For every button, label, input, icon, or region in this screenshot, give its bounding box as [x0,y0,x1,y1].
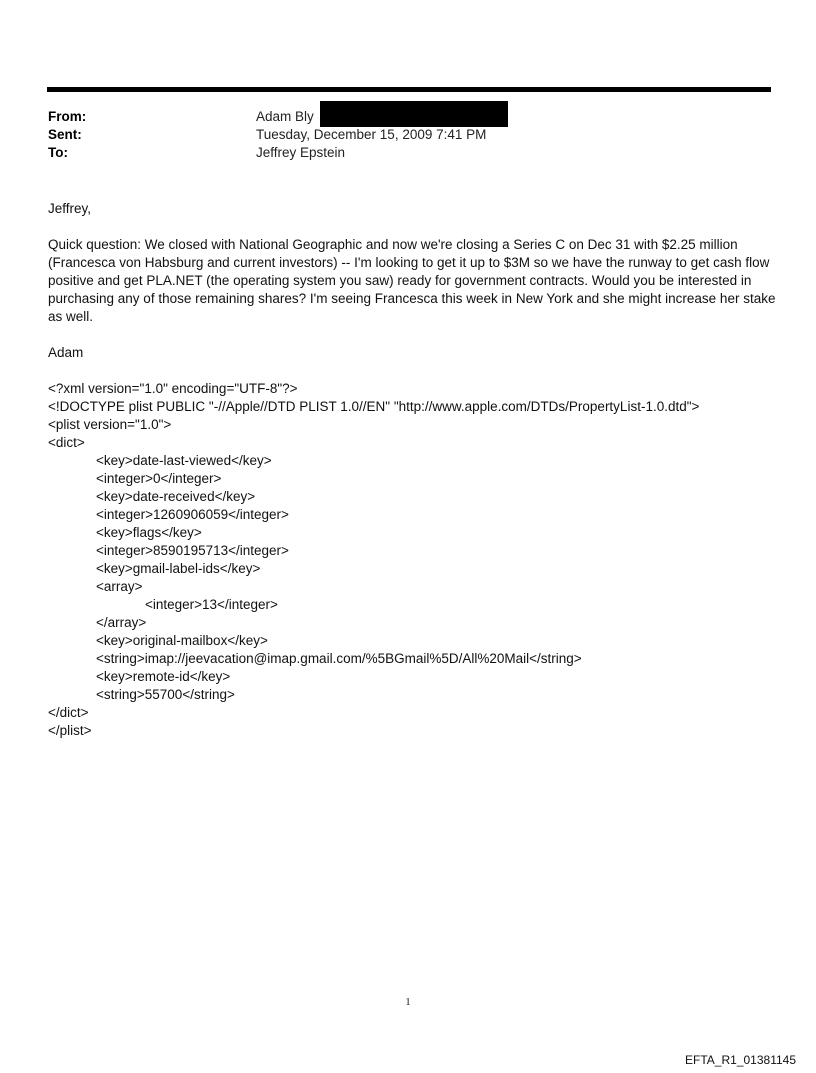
header-divider [47,87,771,92]
signoff: Adam [48,345,84,360]
sender-name: Adam Bly [256,109,314,124]
xml-line: <array> [96,579,143,594]
xml-line: <!DOCTYPE plist PUBLIC "-//Apple//DTD PLIST 1.0//EN" "http://www.apple.com/DTDs/PropertyList-1.0.dtd"> [48,399,700,414]
xml-line: <key>remote-id</key> [96,669,231,684]
greeting: Jeffrey, [48,201,92,216]
xml-line: <dict> [48,435,85,450]
sent-value: Tuesday, December 15, 2009 7:41 PM [256,127,487,142]
xml-line: <?xml version="1.0" encoding="UTF-8"?> [48,381,298,396]
xml-line: <key>date-last-viewed</key> [96,453,272,468]
sent-row [48,126,768,144]
to-row [48,144,768,162]
redaction-box [320,101,508,127]
xml-line: <key>date-received</key> [96,489,256,504]
xml-line: <integer>13</integer> [145,597,278,612]
document-id: EFTA_R1_01381145 [685,1053,796,1067]
xml-line: <plist version="1.0"> [48,417,172,432]
xml-line: <integer>8590195713</integer> [96,543,289,558]
xml-block [48,380,776,740]
email-body [48,200,776,740]
to-value: Jeffrey Epstein [256,145,346,160]
xml-line: </array> [96,615,147,630]
page-number: 1 [405,996,411,1008]
xml-line: <integer>1260906059</integer> [96,507,289,522]
from-row [48,108,768,126]
xml-line: <string>55700</string> [96,687,235,702]
to-label: To: [48,145,68,160]
sent-label: Sent: [48,127,82,142]
xml-line: <string>imap://jeevacation@imap.gmail.com/%5BGmail%5D/All%20Mail</string> [96,651,582,666]
email-header [48,108,768,162]
xml-line: <integer>0</integer> [96,471,222,486]
xml-line: </dict> [48,705,89,720]
xml-line: <key>original-mailbox</key> [96,633,268,648]
from-label: From: [48,109,87,124]
xml-line: </plist> [48,723,92,738]
xml-line: <key>gmail-label-ids</key> [96,561,261,576]
message-paragraph: Quick question: We closed with National Geographic and now we're closing a Series C on Dec 31 with $2.25 million (Francesca von Habsburg and current investors) -- I'm looking to get it up to $3M so we have the runway to get cash flow positive and get PLA.NET (the operating system you saw) ready for government contracts. Would you be interested in purchasing any of those remaining shares? I'm seeing Francesca this week in New York and she might increase her stake as well. [48,237,776,324]
xml-line: <key>flags</key> [96,525,202,540]
